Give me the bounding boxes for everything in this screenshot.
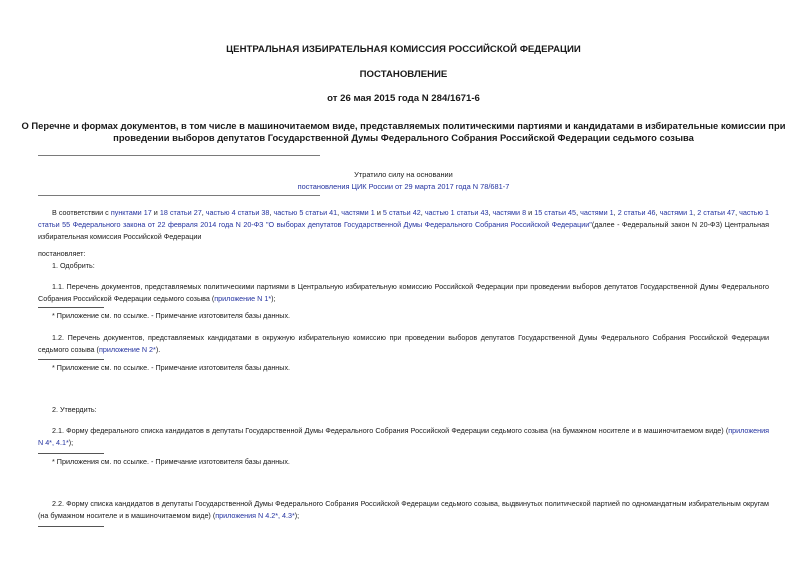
status-note-text: Утратило силу на основании (354, 170, 453, 179)
link-ch2-a47[interactable]: 2 статьи 47 (697, 208, 736, 217)
footnote-rule-3 (38, 453, 104, 454)
link-ch4-a38[interactable]: частью 4 статьи 38 (205, 208, 270, 217)
document-title-line-1: О Перечне и формах документов, в том числе в машиночитаемом виде, представляемых политическими партиями и кандидатами в избирательные комиссии при (21, 120, 786, 131)
footnote-1: * Приложение см. по ссылке. - Примечание изготовителя базы данных. (52, 311, 291, 320)
link-ch8-a45[interactable]: частями 8 (492, 208, 527, 217)
item-2-heading: 2. Утвердить: (52, 405, 97, 414)
footnote-rule-4 (38, 526, 104, 527)
document-title-line-2: проведении выборов депутатов Государственной Думы Федерального Собрания Российской Федерации седьмого созыва (113, 132, 694, 143)
link-ch1-a47[interactable]: частями 1 (659, 208, 694, 217)
decree-word: постановляет: (38, 249, 86, 258)
preamble-paragraph: В соответствии с пунктами 17 и 18 статьи 27, частью 4 статьи 38, частью 5 статьи 41, частями 1 и 5 статьи 42, частью 1 статьи 43, частями 8 и 15 статьи 45, частями 1, 2 статьи 46, частями 1, 2 статьи 47, частью 1 статьи 55 Федерального закона от 22 февраля 2014 года N 20-ФЗ "О выборах депутатов Государственной Думы Федерального Собрания Российской Федерации"(далее - Федеральный закон N 20-ФЗ) Центральная избирательная комиссия Российской Федерации (38, 208, 770, 241)
divider-bottom (38, 195, 320, 196)
item-2-2: 2.2. Форму списка кандидатов в депутаты Государственной Думы Федерального Собрания Российской Федерации седьмого созыва, выдвинутых политической партией по одномандатным избирательным округам (на бумажном носителе и в машиночитаемом виде) (приложения N 4.2*, 4.3*); (38, 499, 769, 520)
link-appendix-1[interactable]: приложение N 1* (214, 294, 272, 303)
item-1-1: 1.1. Перечень документов, представляемых политическими партиями в Центральную избирательную комиссию Российской Федерации при проведении выборов депутатов Государственной Думы Федерального Собрания Российской Федерации седьмого созыва (приложение N 1*); (38, 282, 769, 303)
org-heading: ЦЕНТРАЛЬНАЯ ИЗБИРАТЕЛЬНАЯ КОМИССИЯ РОССИЙСКОЙ ФЕДЕРАЦИИ (226, 44, 581, 55)
footnote-3: * Приложения см. по ссылке. - Примечание изготовителя базы данных. (52, 457, 290, 466)
item-2-1: 2.1. Форму федерального списка кандидатов в депутаты Государственной Думы Федерального Собрания Российской Федерации седьмого созыва (на бумажном носителе и в машиночитаемом виде) (приложения N 4*, 4.1*); (38, 426, 769, 447)
footnote-rule-1 (38, 307, 104, 308)
footnote-2: * Приложение см. по ссылке. - Примечание изготовителя базы данных. (52, 363, 291, 372)
link-ch1-a46[interactable]: частями 1 (580, 208, 614, 217)
link-appendix-4-4-1[interactable]: приложения N 4*, 4.1* (38, 426, 769, 447)
date-number-heading: от 26 мая 2015 года N 284/1671-6 (327, 93, 480, 104)
link-appendix-4-2-4-3[interactable]: приложения N 4.2*, 4.3* (215, 511, 295, 520)
item-1-heading: 1. Одобрить: (52, 261, 95, 270)
doc-type-heading: ПОСТАНОВЛЕНИЕ (359, 69, 448, 80)
link-appendix-2[interactable]: приложение N 2* (98, 345, 156, 354)
footnote-rule-2 (38, 359, 104, 360)
link-federal-law-20fz[interactable]: частью 1 статьи 55 Федерального закона от 22 февраля 2014 года N 20-ФЗ "О выборах депутатов Государственной Думы Федерального Собрания Российской Федерации" (38, 208, 769, 229)
item-1-2: 1.2. Перечень документов, представляемых кандидатами в окружную избирательную комиссию при проведении выборов депутатов Государственной Думы Федерального Собрания Российской Федерации седьмого созыва (приложение N 2*). (38, 333, 769, 354)
link-ch2-a46[interactable]: 2 статьи 46 (617, 208, 656, 217)
link-ch15-a45[interactable]: 15 статьи 45 (534, 208, 577, 217)
link-ch5-a42[interactable]: 5 статьи 42 (382, 208, 421, 217)
link-ch1-a42[interactable]: частями 1 (341, 208, 375, 217)
divider-top (38, 155, 320, 156)
link-p18-a27[interactable]: 18 статьи 27 (159, 208, 202, 217)
status-note-link[interactable]: постановления ЦИК России от 29 марта 2017 года N 78/681-7 (297, 182, 510, 191)
link-ch5-a41[interactable]: частью 5 статьи 41 (273, 208, 338, 217)
link-p17[interactable]: пунктами 17 (110, 208, 152, 217)
link-ch1-a43[interactable]: частью 1 статьи 43 (424, 208, 489, 217)
